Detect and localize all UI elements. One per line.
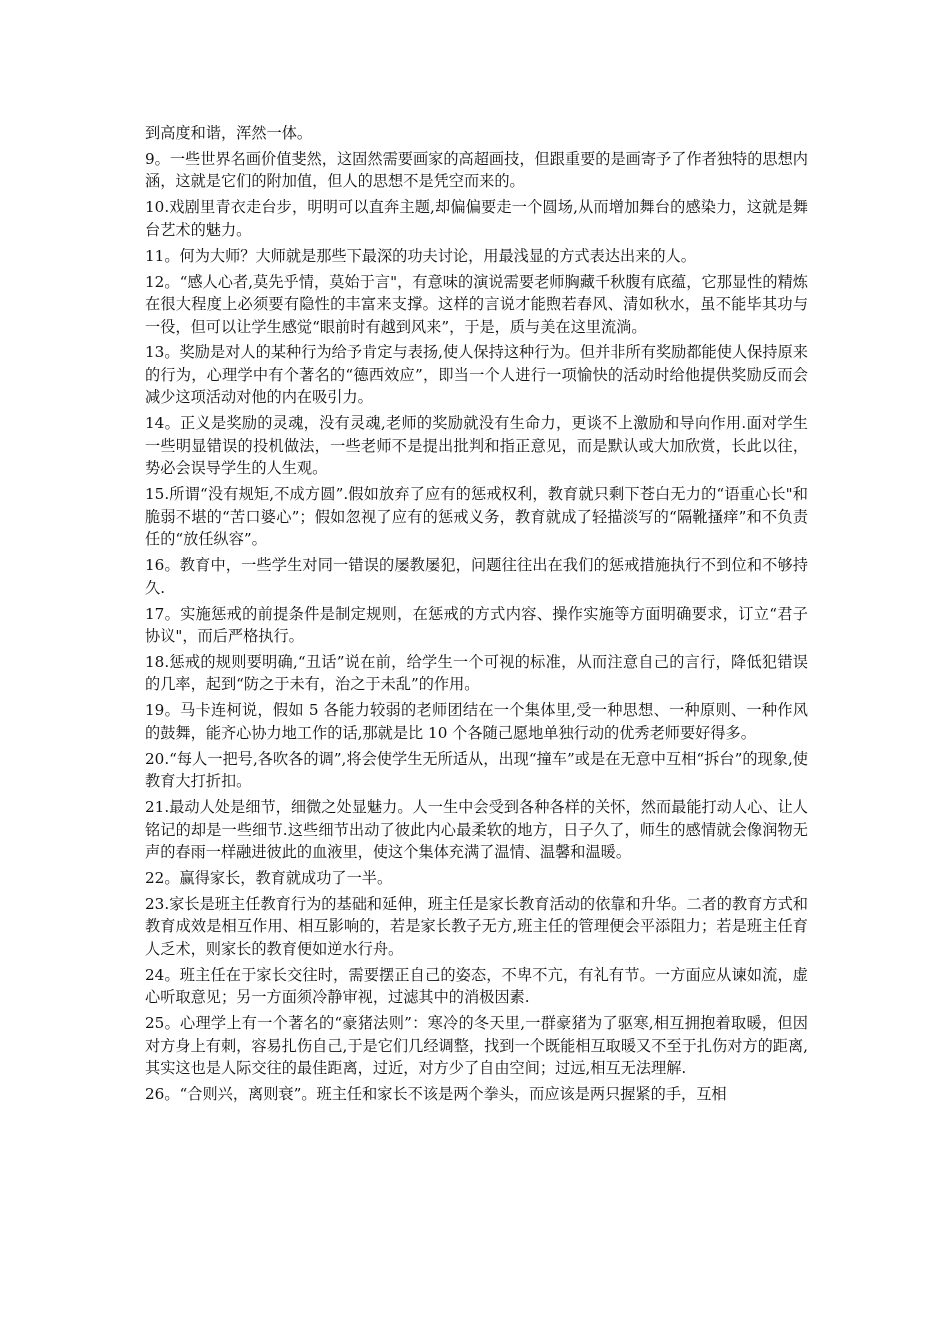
document-page bbox=[145, 122, 808, 1109]
paragraph-16: 16。教育中，一些学生对同一错误的屡教屡犯，问题往往出在我们的惩戒措施执行不到位和不够持久. bbox=[145, 556, 808, 597]
paragraph-15: 15.所谓“没有规矩,不成方圆”.假如放弃了应有的惩戒权利，教育就只剩下苍白无力的“语重心长"和脆弱不堪的“苦口婆心”；假如忽视了应有的惩戒义务，教育就成了轻描淡写的“隔靴搔痒”和不负责任的“放任纵容”。 bbox=[145, 485, 808, 549]
paragraph-26: 26。“合则兴，离则衰”。班主任和家长不该是两个拳头，而应该是两只握紧的手，互相 bbox=[145, 1085, 727, 1104]
paragraph-11: 11。何为大师？大师就是那些下最深的功夫讨论，用最浅显的方式表达出来的人。 bbox=[145, 246, 696, 265]
paragraph-continuation: 到高度和谐，浑然一体。 bbox=[145, 124, 313, 142]
paragraph-10: 10.戏剧里青衣走台步，明明可以直奔主题,却偏偏要走一个圆场,从而增加舞台的感染力，这就是舞台艺术的魅力。 bbox=[145, 198, 808, 239]
paragraph-17: 17。实施惩戒的前提条件是制定规则，在惩戒的方式内容、操作实施等方面明确要求，订立“君子协议"，而后严格执行。 bbox=[145, 604, 808, 646]
paragraph-9: 9。一些世界名画价值斐然，这固然需要画家的高超画技，但跟重要的是画寄予了作者独特的思想内涵，这就是它们的附加值，但人的思想不是凭空而来的。 bbox=[145, 149, 808, 191]
paragraph-22: 22。赢得家长，教育就成功了一半。 bbox=[145, 868, 393, 887]
paragraph-12: 12。“感人心者,莫先乎情，莫始于言"，有意味的演说需要老师胸藏千秋腹有底蕴，它那显性的精炼在很大程度上必须要有隐性的丰富来支撑。这样的言说才能煦若春风、清如秋水，虽不能毕其功与一役，但可以让学生感觉“眼前时有越到风来”，于是，质与美在这里流淌。 bbox=[145, 272, 808, 336]
paragraph-23: 23.家长是班主任教育行为的基础和延伸，班主任是家长教育活动的依靠和升华。二者的教育方式和教育成效是相互作用、相互影响的，若是家长教子无方,班主任的管理便会平添阻力；若是班主任育人乏术，则家长的教育便如逆水行舟。 bbox=[145, 894, 808, 958]
paragraph-18: 18.惩戒的规则要明确,“丑话”说在前，给学生一个可视的标准，从而注意自己的言行，降低犯错误的几率，起到“防之于未有，治之于未乱”的作用。 bbox=[145, 652, 808, 694]
paragraph-14: 14。正义是奖励的灵魂，没有灵魂,老师的奖励就没有生命力，更谈不上激励和导向作用.面对学生一些明显错误的投机做法，一些老师不是提出批判和指正意见，而是默认或大加欣赏，长此以往，势必会误导学生的人生观。 bbox=[145, 414, 808, 478]
paragraph-24: 24。班主任在于家长交往时，需要摆正自己的姿态，不卑不亢，有礼有节。一方面应从谏如流，虚心听取意见；另一方面须冷静审视，过滤其中的消极因素. bbox=[145, 965, 808, 1007]
paragraph-20: 20.“每人一把号,各吹各的调”,将会使学生无所适从，出现“撞车”或是在无意中互相“拆台”的现象,使教育大打折扣。 bbox=[145, 749, 808, 791]
paragraph-13: 13。奖励是对人的某种行为给予肯定与表扬,使人保持这种行为。但并非所有奖励都能使人保持原来的行为，心理学中有个著名的“德西效应”，即当一个人进行一项愉快的活动时给他提供奖励反而会减少这项活动对他的内在吸引力。 bbox=[145, 343, 808, 407]
paragraph-19: 19。马卡连柯说，假如 5 各能力较弱的老师团结在一个集体里,受一种思想、一种原则、一种作风的鼓舞，能齐心协力地工作的话,那就是比 10 个各随己愿地单独行动的优秀老师要好得多。 bbox=[145, 701, 808, 742]
paragraph-25: 25。心理学上有一个著名的“豪猪法则”：寒冷的冬天里,一群豪猪为了驱寒,相互拥抱着取暖，但因对方身上有刺，容易扎伤自己,于是它们几经调整，找到一个既能相互取暖又不至于扎伤对方的距离,其实这也是人际交往的最佳距离，过近，对方少了自由空间；过远,相互无法理解. bbox=[145, 1014, 808, 1078]
paragraph-21: 21.最动人处是细节，细微之处显魅力。人一生中会受到各种各样的关怀，然而最能打动人心、让人铭记的却是一些细节.这些细节出动了彼此内心最柔软的地方，日子久了，师生的感情就会像润物无声的春雨一样融进彼此的血液里，使这个集体充满了温情、温馨和温暖。 bbox=[145, 798, 808, 862]
